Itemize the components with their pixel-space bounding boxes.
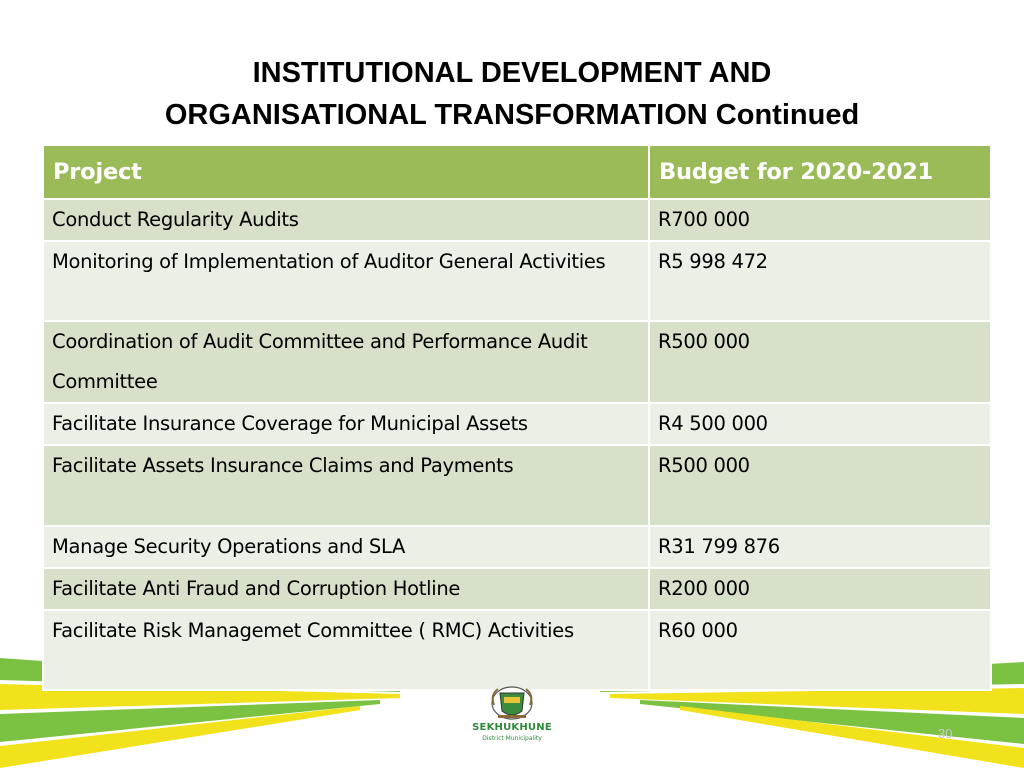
column-header-project: Project bbox=[43, 145, 649, 199]
budget-table bbox=[42, 144, 992, 691]
table-row bbox=[43, 610, 991, 690]
project-cell: Monitoring of Implementation of Auditor General Activities bbox=[43, 241, 649, 321]
budget-cell: R5 998 472 bbox=[649, 241, 991, 321]
budget-cell: R500 000 bbox=[649, 321, 991, 403]
logo-subtitle: District Municipality bbox=[482, 735, 542, 742]
project-cell: Facilitate Risk Managemet Committee ( RMC) Activities bbox=[43, 610, 649, 690]
budget-cell: R60 000 bbox=[649, 610, 991, 690]
project-cell: Facilitate Insurance Coverage for Municipal Assets bbox=[43, 403, 649, 445]
budget-cell: R500 000 bbox=[649, 445, 991, 526]
project-cell: Manage Security Operations and SLA bbox=[43, 526, 649, 568]
table-row bbox=[43, 568, 991, 610]
project-cell: Facilitate Assets Insurance Claims and Payments bbox=[43, 445, 649, 526]
page-number: 30 bbox=[938, 726, 953, 741]
logo-name: SEKHUKHUNE bbox=[472, 722, 552, 733]
budget-cell: R31 799 876 bbox=[649, 526, 991, 568]
table-row bbox=[43, 241, 991, 321]
project-cell: Conduct Regularity Audits bbox=[43, 199, 649, 241]
table-header-row bbox=[43, 145, 991, 199]
table-row bbox=[43, 321, 991, 403]
budget-cell: R700 000 bbox=[649, 199, 991, 241]
budget-cell: R4 500 000 bbox=[649, 403, 991, 445]
column-header-budget: Budget for 2020-2021 bbox=[649, 145, 991, 199]
table-row bbox=[43, 445, 991, 526]
slide-title bbox=[0, 52, 1024, 136]
table-row bbox=[43, 199, 991, 241]
project-cell: Coordination of Audit Committee and Performance Audit Committee bbox=[43, 321, 649, 403]
slide-title-line2: ORGANISATIONAL TRANSFORMATION Continued bbox=[164, 99, 860, 131]
table-row bbox=[43, 403, 991, 445]
project-cell: Facilitate Anti Fraud and Corruption Hotline bbox=[43, 568, 649, 610]
slide-title-line1: INSTITUTIONAL DEVELOPMENT AND bbox=[252, 57, 772, 89]
budget-cell: R200 000 bbox=[649, 568, 991, 610]
table-row bbox=[43, 526, 991, 568]
